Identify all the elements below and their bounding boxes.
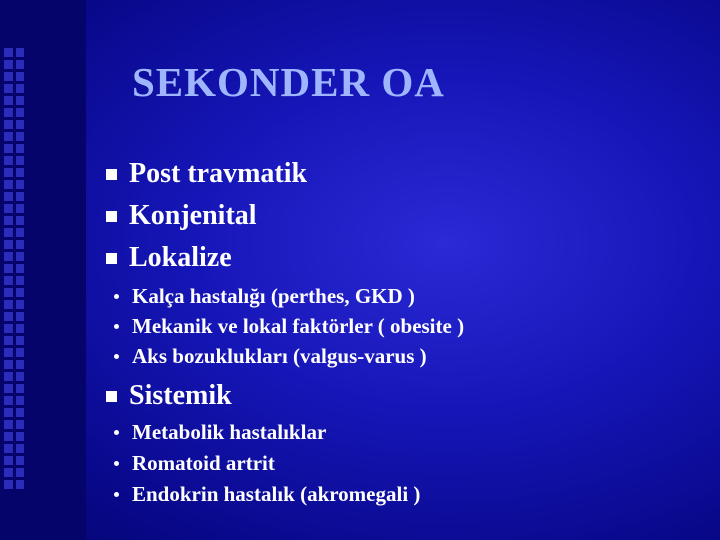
dot-bullet-icon	[114, 324, 119, 329]
decorative-square	[4, 252, 13, 261]
decorative-square-row	[4, 432, 24, 441]
decorative-square	[16, 72, 25, 81]
decorative-square	[4, 192, 13, 201]
decorative-square-row	[4, 240, 24, 249]
decorative-square	[16, 84, 25, 93]
decorative-square	[16, 456, 25, 465]
decorative-square-row	[4, 372, 24, 381]
square-bullet-icon	[106, 391, 117, 402]
decorative-square-row	[4, 168, 24, 177]
square-bullet-icon	[106, 169, 117, 180]
list-item-text: Aks bozuklukları (valgus-varus )	[132, 344, 427, 368]
decorative-square	[16, 384, 25, 393]
decorative-square	[4, 444, 13, 453]
decorative-square	[4, 144, 13, 153]
decorative-square-row	[4, 96, 24, 105]
decorative-square	[4, 276, 13, 285]
decorative-square	[16, 396, 25, 405]
decorative-square	[4, 84, 13, 93]
decorative-square	[4, 432, 13, 441]
dot-bullet-icon	[114, 492, 119, 497]
decorative-square	[16, 204, 25, 213]
decorative-square-row	[4, 120, 24, 129]
decorative-square	[4, 228, 13, 237]
decorative-square	[4, 348, 13, 357]
dot-bullet-icon	[114, 294, 119, 299]
decorative-square	[4, 408, 13, 417]
decorative-square	[4, 384, 13, 393]
decorative-square	[4, 288, 13, 297]
decorative-square	[4, 60, 13, 69]
decorative-square-row	[4, 276, 24, 285]
list-item-text: Sistemik	[129, 380, 232, 411]
list-item-post-travmatik	[100, 158, 307, 190]
decorative-square	[4, 240, 13, 249]
decorative-square	[16, 408, 25, 417]
square-bullet-icon	[106, 253, 117, 264]
decorative-square	[4, 168, 13, 177]
decorative-square	[16, 480, 25, 489]
decorative-square	[4, 48, 13, 57]
decorative-square	[4, 108, 13, 117]
decorative-square-row	[4, 408, 24, 417]
decorative-square-row	[4, 456, 24, 465]
decorative-square	[16, 60, 25, 69]
decorative-square-row	[4, 348, 24, 357]
decorative-square	[4, 420, 13, 429]
decorative-square-row	[4, 180, 24, 189]
list-item-lokalize	[100, 242, 232, 274]
decorative-square-row	[4, 444, 24, 453]
decorative-square-pattern	[4, 48, 24, 493]
decorative-square-row	[4, 216, 24, 225]
decorative-square	[16, 144, 25, 153]
decorative-square	[16, 432, 25, 441]
list-item-text: Post travmatik	[129, 158, 308, 189]
dot-bullet-icon	[114, 354, 119, 359]
decorative-square-row	[4, 132, 24, 141]
decorative-side-strip	[0, 0, 86, 540]
decorative-square	[4, 360, 13, 369]
list-subitem-mekanik	[100, 314, 464, 339]
list-subitem-romatoid	[100, 451, 275, 476]
decorative-square	[16, 360, 25, 369]
decorative-square-row	[4, 420, 24, 429]
decorative-square	[16, 324, 25, 333]
decorative-square	[16, 420, 25, 429]
list-item-text: Romatoid artrit	[132, 451, 275, 475]
list-item-text: Mekanik ve lokal faktörler ( obesite )	[132, 314, 465, 338]
decorative-square	[16, 252, 25, 261]
decorative-square-row	[4, 312, 24, 321]
decorative-square	[4, 324, 13, 333]
decorative-square	[16, 288, 25, 297]
decorative-square-row	[4, 288, 24, 297]
decorative-square-row	[4, 156, 24, 165]
decorative-square	[4, 204, 13, 213]
list-subitem-kalca	[100, 284, 415, 309]
decorative-square-row	[4, 300, 24, 309]
decorative-square	[16, 240, 25, 249]
decorative-square-row	[4, 228, 24, 237]
decorative-square	[4, 456, 13, 465]
decorative-square	[16, 312, 25, 321]
decorative-square	[4, 180, 13, 189]
list-item-text: Kalça hastalığı (perthes, GKD )	[132, 284, 415, 308]
decorative-square-row	[4, 72, 24, 81]
decorative-square	[16, 180, 25, 189]
list-subitem-metabolik	[100, 420, 326, 445]
slide-title: SEKONDER OA	[132, 59, 445, 105]
decorative-square-row	[4, 108, 24, 117]
decorative-square	[16, 168, 25, 177]
list-item-text: Endokrin hastalık (akromegali )	[132, 482, 421, 506]
decorative-square	[4, 216, 13, 225]
list-item-konjenital	[100, 200, 257, 232]
list-item-text: Konjenital	[129, 200, 257, 231]
decorative-square	[16, 444, 25, 453]
decorative-square	[16, 348, 25, 357]
decorative-square-row	[4, 396, 24, 405]
decorative-square	[4, 480, 13, 489]
decorative-square	[16, 264, 25, 273]
decorative-square-row	[4, 324, 24, 333]
decorative-square	[16, 372, 25, 381]
decorative-square	[16, 300, 25, 309]
decorative-square-row	[4, 192, 24, 201]
decorative-square-row	[4, 264, 24, 273]
decorative-square	[4, 156, 13, 165]
list-subitem-endokrin	[100, 482, 420, 507]
decorative-square-row	[4, 360, 24, 369]
decorative-square	[4, 396, 13, 405]
decorative-square-row	[4, 60, 24, 69]
decorative-square	[16, 156, 25, 165]
decorative-square	[4, 72, 13, 81]
decorative-square	[16, 228, 25, 237]
decorative-square	[4, 336, 13, 345]
decorative-square-row	[4, 480, 24, 489]
decorative-square	[16, 276, 25, 285]
decorative-square	[4, 312, 13, 321]
decorative-square	[16, 132, 25, 141]
decorative-square-row	[4, 384, 24, 393]
decorative-square-row	[4, 336, 24, 345]
list-item-text: Lokalize	[129, 242, 232, 273]
decorative-square	[16, 96, 25, 105]
list-item-text: Metabolik hastalıklar	[132, 420, 327, 444]
decorative-square-row	[4, 48, 24, 57]
decorative-square	[16, 468, 25, 477]
list-subitem-aks	[100, 344, 427, 369]
decorative-square-row	[4, 468, 24, 477]
decorative-square	[4, 132, 13, 141]
decorative-square	[4, 372, 13, 381]
decorative-square	[4, 300, 13, 309]
decorative-square	[16, 336, 25, 345]
decorative-square-row	[4, 204, 24, 213]
decorative-square	[16, 108, 25, 117]
list-item-sistemik	[100, 380, 232, 412]
square-bullet-icon	[106, 211, 117, 222]
decorative-square	[16, 48, 25, 57]
decorative-square-row	[4, 144, 24, 153]
decorative-square	[4, 120, 13, 129]
dot-bullet-icon	[114, 461, 119, 466]
dot-bullet-icon	[114, 430, 119, 435]
decorative-square	[16, 192, 25, 201]
decorative-square	[4, 468, 13, 477]
decorative-square	[16, 216, 25, 225]
decorative-square-row	[4, 252, 24, 261]
decorative-square	[4, 96, 13, 105]
decorative-square-row	[4, 84, 24, 93]
decorative-square	[16, 120, 25, 129]
decorative-square	[4, 264, 13, 273]
